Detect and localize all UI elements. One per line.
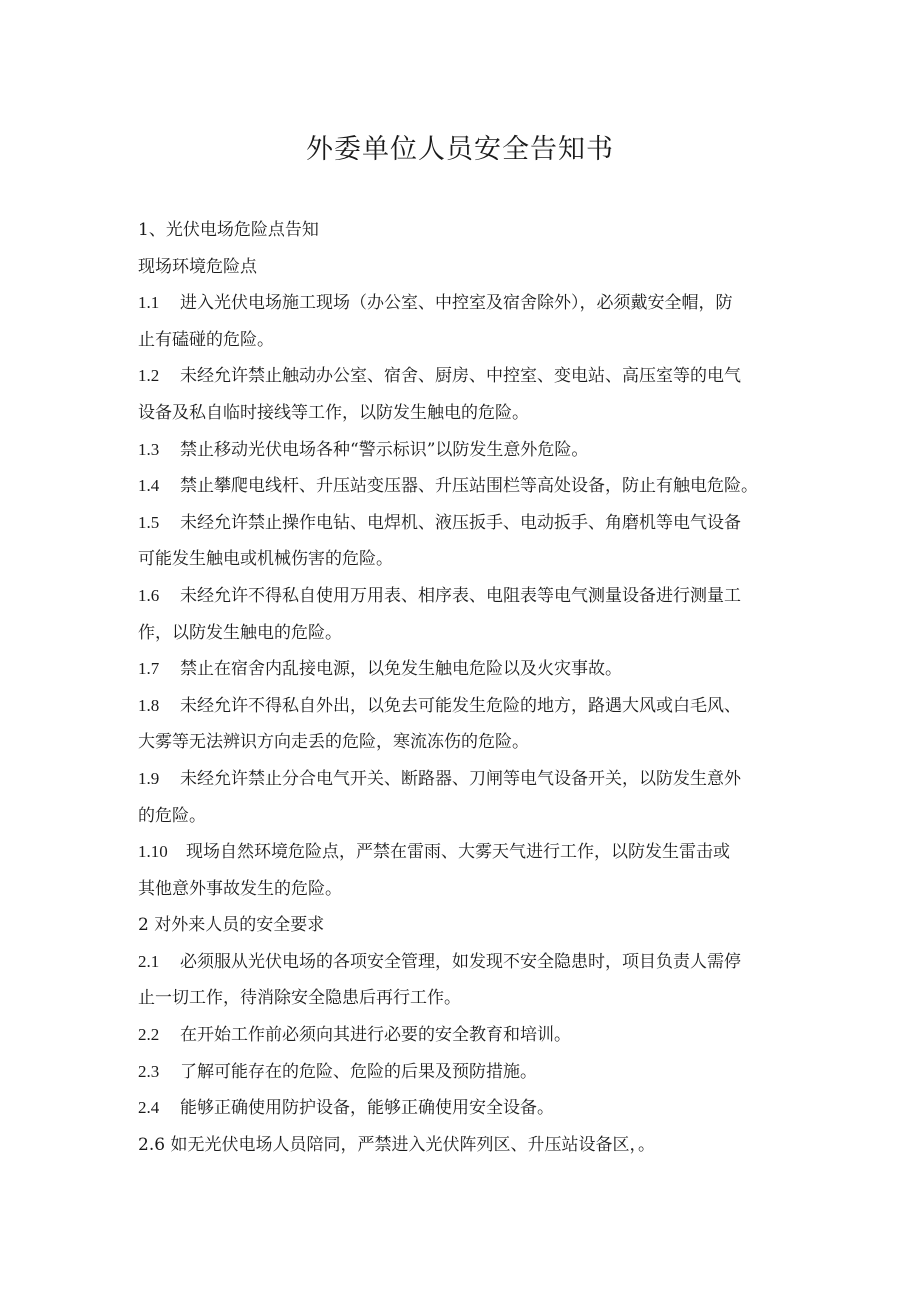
item-number: 1.5	[138, 512, 160, 532]
list-item-1-2-cont: 设备及私自临时接线等工作，以防发生触电的危险。	[138, 402, 529, 423]
list-item-2-2	[138, 1017, 788, 1054]
item-text: 禁止攀爬电线杆、升压站变压器、升压站围栏等高处设备，防止有触电危险。	[180, 476, 758, 497]
item-text: 在开始工作前必须向其进行必要的安全教育和培训。	[180, 1025, 571, 1046]
list-item-2-6: 2.6 如无光伏电场人员陪同，严禁进入光伏阵列区、升压站设备区，。	[138, 1134, 655, 1155]
item-number: 1.7	[138, 659, 160, 679]
list-item-1-5-cont: 可能发生触电或机械伤害的危险。	[138, 549, 393, 570]
list-item-1-1	[138, 285, 788, 322]
list-item-1-8	[138, 688, 788, 725]
list-item-1-3	[138, 432, 788, 469]
item-number: 2.4	[138, 1098, 160, 1118]
list-item-1-6	[138, 578, 788, 615]
item-number: 1.1	[138, 293, 160, 313]
item-text: 必须服从光伏电场的各项安全管理，如发现不安全隐患时，项目负责人需停	[180, 951, 741, 972]
list-item-1-5	[138, 505, 788, 542]
list-item-1-8-cont: 大雾等无法辨识方向走丢的危险，寒流冻伤的危险。	[138, 732, 529, 753]
item-number: 1.8	[138, 695, 160, 715]
item-number: 1.3	[138, 439, 160, 459]
list-item-1-1-cont: 止有磕碰的危险。	[138, 329, 274, 350]
document-body	[138, 212, 788, 1163]
item-text: 未经允许禁止触动办公室、宿舍、厨房、中控室、变电站、高压室等的电气	[180, 366, 741, 387]
list-item-1-6-cont: 作，以防发生触电的危险。	[138, 622, 342, 643]
list-item-2-4	[138, 1090, 788, 1127]
item-number: 1.6	[138, 585, 160, 605]
item-text: 未经允许禁止操作电钻、电焊机、液压扳手、电动扳手、角磨机等电气设备	[180, 512, 741, 533]
item-text: 能够正确使用防护设备，能够正确使用安全设备。	[180, 1098, 554, 1119]
document-title: 外委单位人员安全告知书	[306, 134, 614, 165]
list-item-1-2	[138, 358, 788, 395]
item-number: 1.4	[138, 476, 160, 496]
item-text: 禁止移动光伏电场各种“警示标识”以防发生意外危险。	[180, 439, 589, 460]
item-text: 未经允许不得私自外出，以免去可能发生危险的地方，路遇大风或白毛风、	[180, 695, 741, 716]
section2-heading: 2 对外来人员的安全要求	[138, 915, 325, 936]
list-item-1-10	[138, 834, 788, 871]
item-text: 未经允许禁止分合电气开关、断路器、刀闸等电气设备开关，以防发生意外	[180, 768, 741, 789]
list-item-1-4	[138, 468, 788, 505]
item-text: 禁止在宿舍内乱接电源，以免发生触电危险以及火灾事故。	[180, 659, 622, 680]
item-number: 2.2	[138, 1025, 160, 1045]
list-item-2-1-cont: 止一切工作，待消除安全隐患后再行工作。	[138, 988, 461, 1009]
list-item-1-10-cont: 其他意外事故发生的危险。	[138, 878, 342, 899]
item-number: 1.9	[138, 768, 160, 788]
list-item-1-9	[138, 761, 788, 798]
section1-heading: 1、光伏电场危险点告知	[138, 220, 319, 240]
list-item-2-3	[138, 1054, 788, 1091]
item-text: 未经允许不得私自使用万用表、相序表、电阻表等电气测量设备进行测量工	[180, 585, 741, 606]
item-text: 现场自然环境危险点，严禁在雷雨、大雾天气进行工作，以防发生雷击或	[186, 842, 730, 863]
list-item-2-1	[138, 944, 788, 981]
list-item-1-7	[138, 651, 788, 688]
item-text: 进入光伏电场施工现场（办公室、中控室及宿舍除外），必须戴安全帽，防	[180, 293, 733, 314]
item-text: 了解可能存在的危险、危险的后果及预防措施。	[180, 1061, 537, 1082]
item-number: 1.2	[138, 366, 160, 386]
item-number: 1.10	[138, 842, 168, 862]
list-item-1-9-cont: 的危险。	[138, 805, 206, 826]
item-number: 2.1	[138, 951, 160, 971]
section1-subheading: 现场环境危险点	[138, 256, 257, 277]
item-number: 2.3	[138, 1061, 160, 1081]
